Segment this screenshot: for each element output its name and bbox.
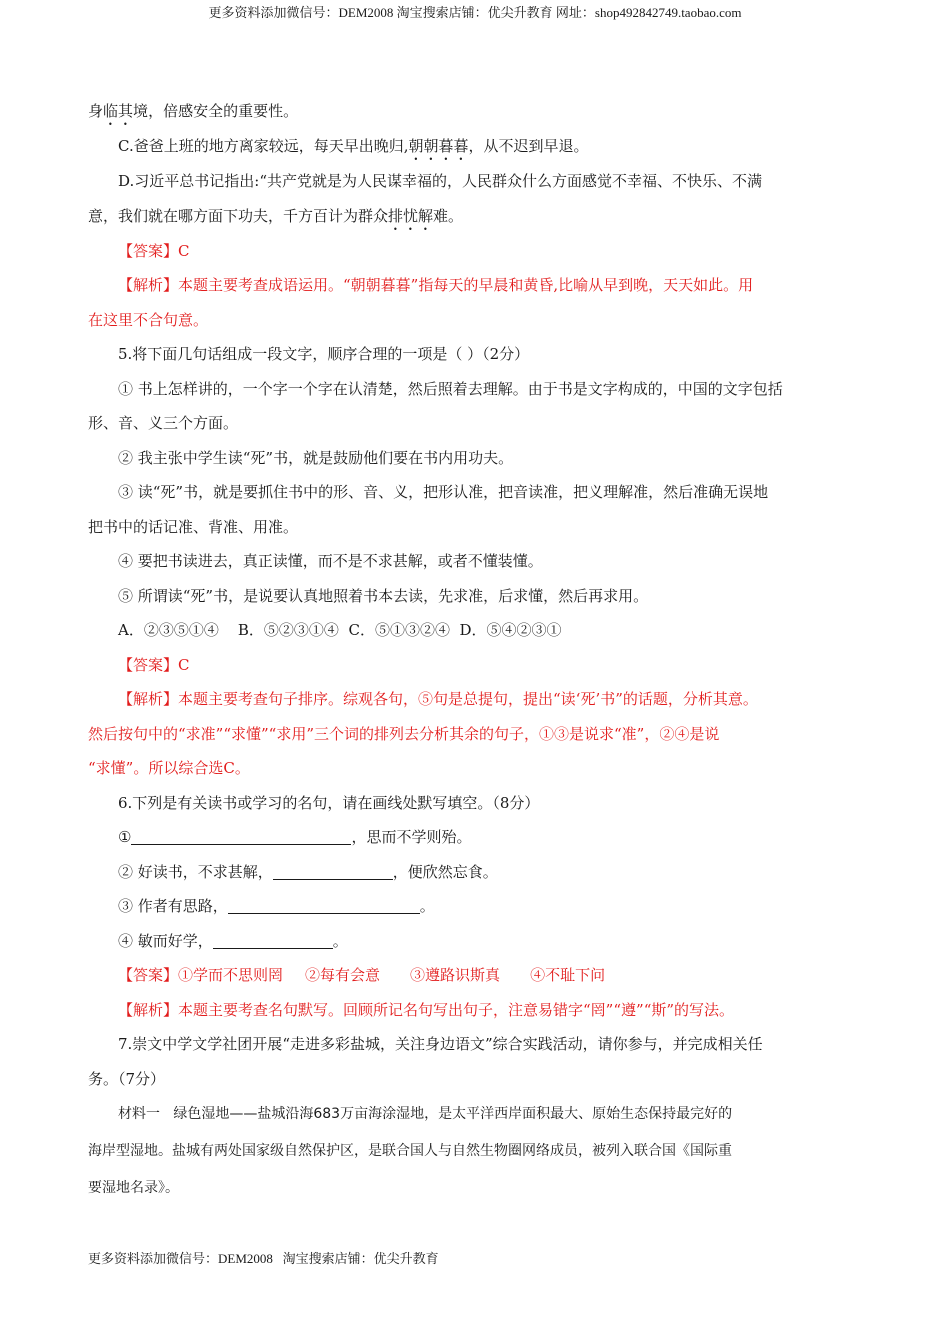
q6-stem: 6.下列是有关读书或学习的名句，请在画线处默写填空。（8分） bbox=[118, 793, 540, 812]
q4-analysis: 【解析】本题主要考查成语运用。“朝朝暮暮”指每天的早晨和黄昏,比喻从早到晚，天天如此。用 bbox=[118, 276, 754, 294]
answer-blank[interactable] bbox=[213, 932, 333, 949]
q5-sentence-2: ② 我主张中学生读“死”书，就是鼓励他们要在书内用功夫。 bbox=[118, 448, 514, 467]
q7-material-1-cont2: 要湿地名录》。 bbox=[88, 1180, 179, 1196]
q4-answer: 【答案】C bbox=[118, 241, 190, 260]
q7-stem: 7.崇文中学文学社团开展“走进多彩盐城，关注身边语文”综合实践活动，请你参与，并完成相关任 bbox=[118, 1035, 763, 1053]
q4-option-c: C.爸爸上班的地方离家较远，每天早出晚归,朝朝暮暮，从不迟到早退。 bbox=[118, 137, 589, 155]
q5-sentence-5: ⑤ 所谓读“死”书，是说要认真地照着书本去读，先求准，后求懂，然后再求用。 bbox=[118, 586, 649, 605]
q6-line-1: ① ，思而不学则殆。 bbox=[118, 828, 472, 846]
q7-stem-cont: 务。（7分） bbox=[88, 1069, 166, 1088]
q5-sentence-1-cont: 形、音、义三个方面。 bbox=[88, 414, 239, 432]
q4-option-d: D.习近平总书记指出:“共产党就是为人民谋幸福的，人民群众什么方面感觉不幸福、不快乐、不满 bbox=[118, 172, 762, 190]
q5-answer: 【答案】C bbox=[118, 655, 190, 674]
q7-material-1: 材料一 绿色湿地——盐城沿海683万亩海涂湿地，是太平洋西岸面积最大、原始生态保持最完好的 bbox=[118, 1106, 733, 1122]
page-footer: 更多资料添加微信号：DEM2008 淘宝搜索店铺：优尖升教育 bbox=[88, 1251, 439, 1266]
q4-option-b-tail: 身临其境，倍感安全的重要性。 bbox=[88, 102, 299, 120]
q5-sentence-4: ④ 要把书读进去，真正读懂，而不是不求甚解，或者不懂装懂。 bbox=[118, 552, 543, 570]
q7-material-1-cont: 海岸型湿地。盐城有两处国家级自然保护区，是联合国人与自然生物圈网络成员，被列入联合国《国际重 bbox=[88, 1143, 732, 1159]
q4-analysis-cont: 在这里不合句意。 bbox=[88, 310, 209, 329]
q5-sentence-3-cont: 把书中的话记准、背准、用准。 bbox=[88, 517, 299, 536]
q5-stem: 5.将下面几句话组成一段文字，顺序合理的一项是（ ）（2分） bbox=[118, 345, 530, 363]
q6-line-3: ③ 作者有思路， 。 bbox=[118, 897, 435, 915]
q5-analysis-cont: 然后按句中的“求准”“求懂”“求用”三个词的排列去分析其余的句子，①③是说求“准”，②④是说 bbox=[88, 724, 720, 743]
answer-blank[interactable] bbox=[131, 828, 351, 845]
page-header: 更多资料添加微信号：DEM2008 淘宝搜索店铺：优尖升教育 网址：shop492842749.taobao.com bbox=[208, 5, 742, 20]
q6-analysis: 【解析】本题主要考查名句默写。回顾所记名句写出句子，注意易错字“罔”“遵”“斯”的写法。 bbox=[118, 1000, 735, 1019]
answer-blank[interactable] bbox=[228, 897, 420, 914]
document-body bbox=[88, 94, 868, 1207]
q5-sentence-1: ① 书上怎样讲的，一个字一个字在认清楚，然后照着去理解。由于书是文字构成的，中国的文字包括 bbox=[118, 379, 783, 398]
q4-option-d-cont: 意，我们就在哪方面下功夫，千方百计为群众排忧解难。 bbox=[88, 206, 464, 225]
q5-sentence-3: ③ 读“死”书，就是要抓住书中的形、音、义，把形认准，把音读准，把义理解准，然后准确无误地 bbox=[118, 483, 769, 501]
q5-analysis-cont2: “求懂”。所以综合选C。 bbox=[88, 759, 250, 777]
q6-line-4: ④ 敏而好学， 。 bbox=[118, 931, 348, 950]
answer-blank[interactable] bbox=[273, 863, 393, 880]
q6-line-2: ② 好读书，不求甚解， ，便欣然忘食。 bbox=[118, 862, 498, 881]
q6-answer: 【答案】①学而不思则罔 ②每有会意 ③遵路识斯真 ④不耻下问 bbox=[118, 966, 606, 984]
q5-options: A．②③⑤①④ B．⑤②③①④ C．⑤①③②④ D．⑤④②③① bbox=[118, 621, 562, 639]
q5-analysis: 【解析】本题主要考查句子排序。综观各句，⑤句是总提句，提出“读‘死’书”的话题，分析其意。 bbox=[118, 690, 758, 708]
